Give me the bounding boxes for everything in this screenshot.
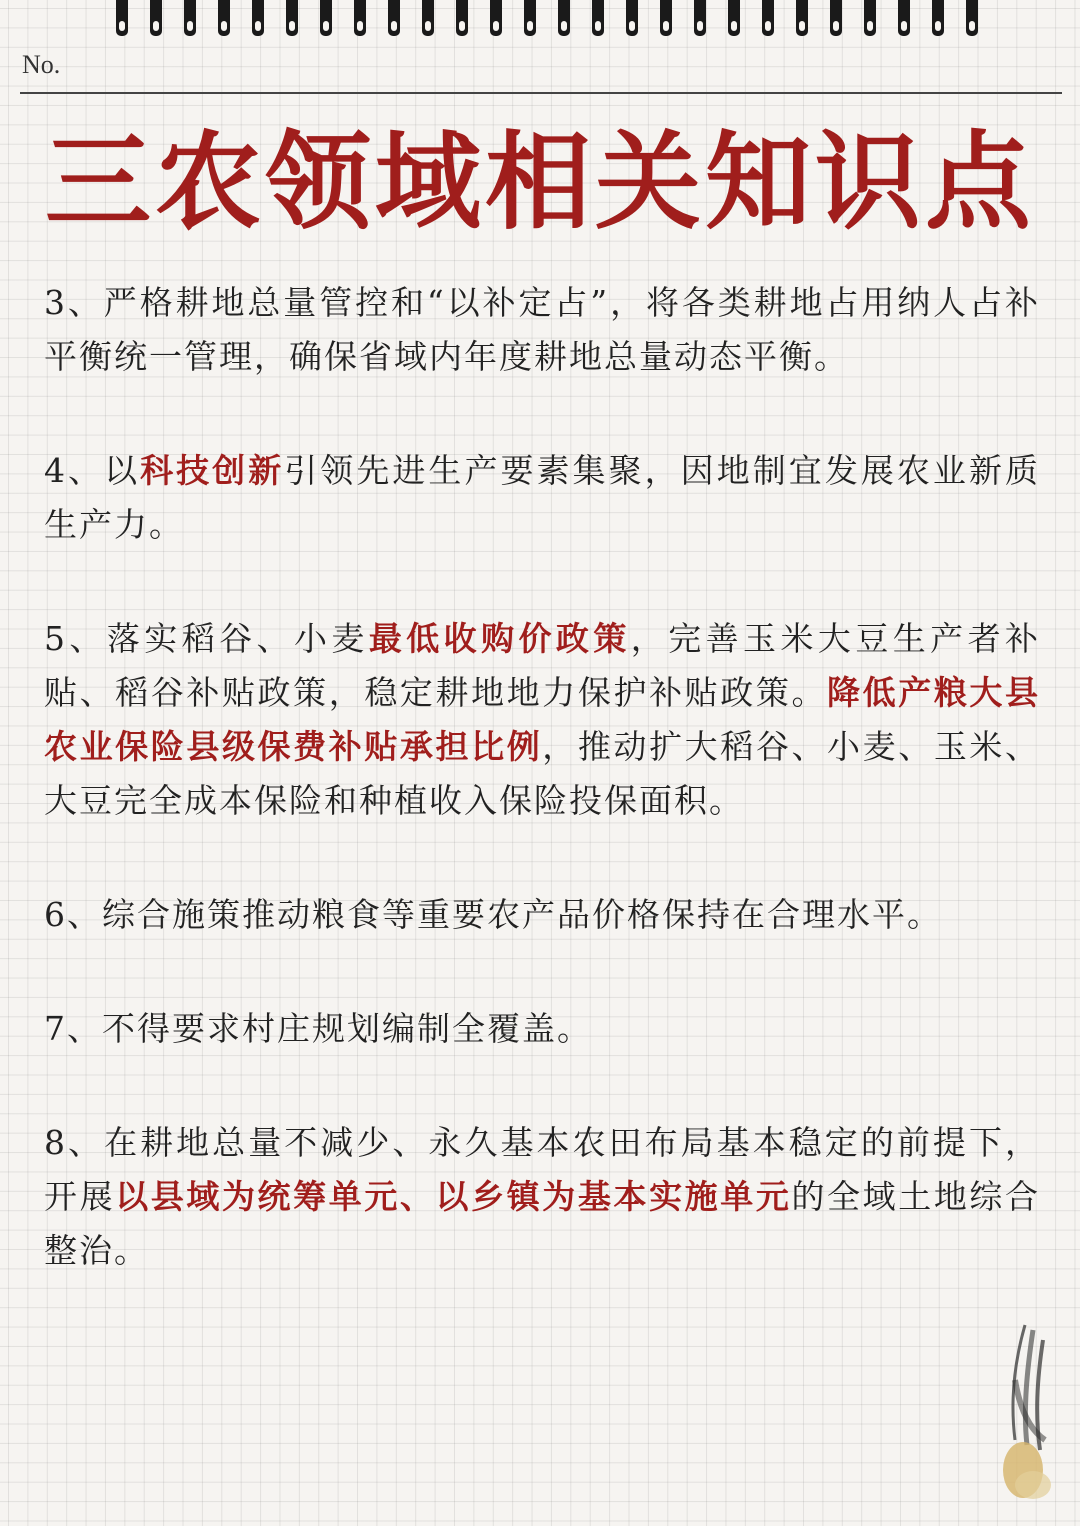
item-highlight: 以县域为统筹单元、以乡镇为基本实施单元 xyxy=(115,1177,792,1216)
binding-ring xyxy=(558,0,570,36)
binding-ring xyxy=(422,0,434,36)
binding-ring xyxy=(320,0,332,36)
binding-ring xyxy=(490,0,502,36)
brush-tip-shadow xyxy=(1015,1471,1051,1499)
binding-ring xyxy=(286,0,298,36)
binding-ring xyxy=(218,0,230,36)
binding-ring xyxy=(762,0,774,36)
list-item xyxy=(44,1116,1040,1278)
item-highlight: 降低产粮大县农业保险县级保费补贴承担比例 xyxy=(44,673,1041,766)
binding-ring xyxy=(966,0,978,36)
brush-stroke xyxy=(1015,1380,1045,1440)
header-divider xyxy=(20,92,1062,94)
binding-ring xyxy=(524,0,536,36)
item-highlight: 科技创新 xyxy=(140,451,285,490)
binding-ring xyxy=(898,0,910,36)
content-body xyxy=(44,276,1040,1338)
page-number-label: No. xyxy=(22,50,61,79)
binding-ring xyxy=(184,0,196,36)
binding-ring xyxy=(796,0,808,36)
binding-ring xyxy=(252,0,264,36)
binding-ring xyxy=(830,0,842,36)
binding-ring xyxy=(728,0,740,36)
item-text: 引领先进生产要素集聚，因地制宜发展农业新质生产力。 xyxy=(44,451,1041,544)
list-item xyxy=(44,1002,1040,1056)
binding-ring xyxy=(116,0,128,36)
item-text: 6、综合施策推动粮食等重要农产品价格保持在合理水平。 xyxy=(44,895,942,934)
binding-ring xyxy=(592,0,604,36)
binding-ring xyxy=(456,0,468,36)
page-title: 三农领域相关知识点 xyxy=(45,121,1035,244)
spiral-binding xyxy=(0,0,1080,50)
binding-ring xyxy=(864,0,876,36)
item-text: ，完善玉米大豆生产者补贴、稻谷补贴政策，稳定耕地地力保护补贴政策。 xyxy=(44,619,1041,712)
binding-ring xyxy=(932,0,944,36)
item-text: 7、不得要求村庄规划编制全覆盖。 xyxy=(44,1009,592,1048)
item-highlight: 最低收购价政策 xyxy=(368,619,631,658)
list-item xyxy=(44,276,1040,384)
item-text: 4、以 xyxy=(44,451,141,490)
item-text: ，推动扩大稻谷、小麦、玉米、大豆完全成本保险和种植收入保险投保面积。 xyxy=(44,727,1041,820)
list-item xyxy=(44,444,1040,552)
item-text: 3、严格耕地总量管控和“以补定占”，将各类耕地占用纳人占补平衡统一管理，确保省域内年度耕地总量动态平衡。 xyxy=(44,283,1040,376)
binding-ring xyxy=(660,0,672,36)
item-text: 5、落实稻谷、小麦 xyxy=(44,619,369,658)
binding-ring xyxy=(354,0,366,36)
item-text: 8、在耕地总量不减少、永久基本农田布局基本稳定的前提下，开展 xyxy=(44,1123,1040,1216)
binding-ring xyxy=(694,0,706,36)
list-item xyxy=(44,612,1040,828)
list-item xyxy=(44,888,1040,942)
binding-ring xyxy=(626,0,638,36)
item-text: 的全域土地综合整治。 xyxy=(44,1177,1041,1270)
binding-ring xyxy=(388,0,400,36)
ink-brush-decoration xyxy=(985,1320,1065,1510)
binding-ring xyxy=(150,0,162,36)
